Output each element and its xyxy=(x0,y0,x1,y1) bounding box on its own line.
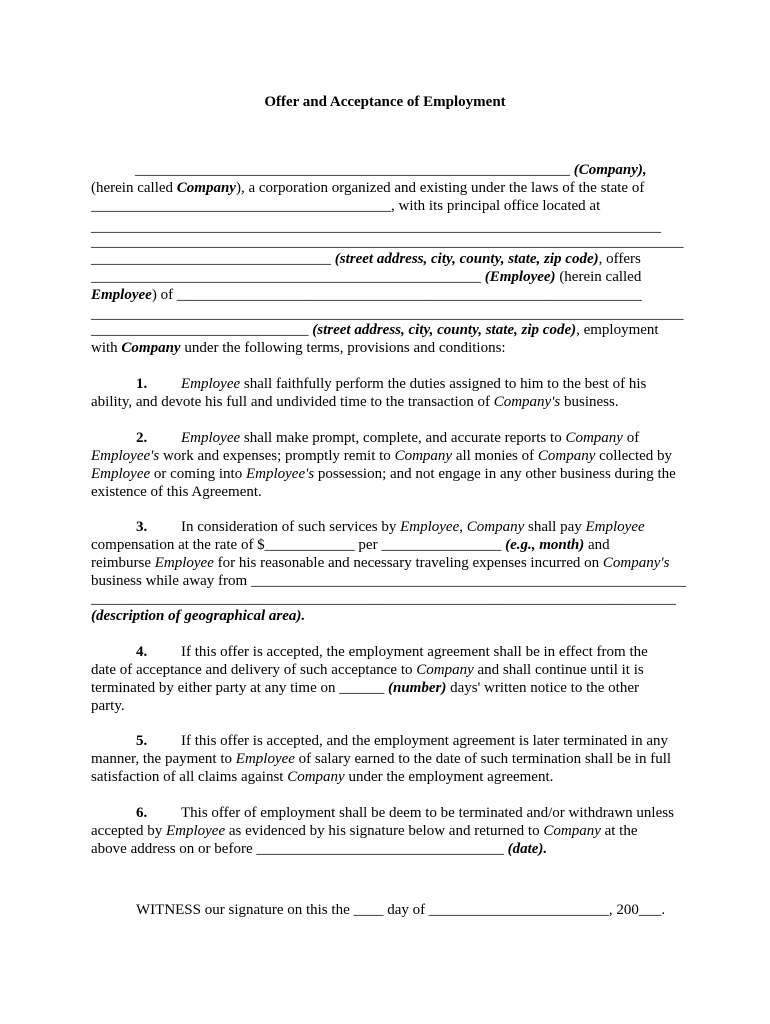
text: ) of ______________________________________________________________ xyxy=(151,287,642,303)
employee-term: Employee xyxy=(154,555,214,571)
employee-term: Employee xyxy=(585,519,645,535)
paragraph-2-number: 2. xyxy=(136,430,148,446)
employee-address-blank: _____________________________ xyxy=(91,322,309,338)
paragraph-2-line-1 xyxy=(181,429,639,447)
intro-line-1 xyxy=(135,161,735,179)
company-term: Company xyxy=(543,823,601,839)
intro-line-3: ________________________________________, with its principal office located at xyxy=(91,198,601,214)
paragraph-1-line-1 xyxy=(181,375,646,393)
intro-line-2 xyxy=(91,179,691,197)
paragraph-6-line-3 xyxy=(91,840,691,858)
company-term: Company xyxy=(416,662,474,678)
number-label: (number) xyxy=(388,680,447,696)
text: , offers xyxy=(598,251,641,267)
employee-term: Employee xyxy=(400,519,460,535)
paragraph-4-line-4: party. xyxy=(91,698,125,714)
text: as evidenced by his signature below and returned to xyxy=(225,823,544,839)
address-label: (street address, city, county, state, zip code) xyxy=(334,251,599,267)
text: possession; and not engage in any other business during the xyxy=(314,466,676,482)
date-label: (date). xyxy=(507,841,548,857)
text: (herein called xyxy=(91,180,177,196)
company-term: Company xyxy=(176,180,236,196)
paragraph-3-line-1 xyxy=(181,518,645,536)
text: ), a corporation organized and existing under the laws of the state of xyxy=(235,180,645,196)
paragraph-4-line-3 xyxy=(91,679,691,697)
text: at the xyxy=(600,823,638,839)
company-name-blank: __________________________________________________________ xyxy=(135,162,570,178)
employee-term: Employee's xyxy=(91,448,160,464)
company-term: Company's xyxy=(602,555,670,571)
employee-term: Employee xyxy=(91,466,151,482)
text: above address on or before _________________________________ xyxy=(91,841,508,857)
paragraph-2-line-3 xyxy=(91,465,691,483)
text: reimburse xyxy=(91,555,155,571)
text: of xyxy=(622,430,640,446)
paragraph-3-line-2 xyxy=(91,536,691,554)
company-label: (Company), xyxy=(573,162,647,178)
address-label: (street address, city, county, state, zip code) xyxy=(312,322,577,338)
intro-line-6 xyxy=(91,250,691,268)
text: terminated by either party at any time on ______ xyxy=(91,680,388,696)
text: satisfaction of all claims against xyxy=(91,769,288,785)
company-term: Company's xyxy=(493,394,561,410)
company-term: Company xyxy=(466,519,525,535)
text: In consideration of such services by xyxy=(181,519,401,535)
employee-name-blank: ____________________________________________________ xyxy=(91,269,481,285)
intro-line-9: _______________________________________________________________________________ xyxy=(91,306,684,322)
paragraph-3-line-5: ______________________________________________________________________________ xyxy=(91,591,676,607)
intro-line-8 xyxy=(91,286,691,304)
paragraph-4-number: 4. xyxy=(136,644,148,660)
text: (herein called xyxy=(555,269,642,285)
paragraph-5-number: 5. xyxy=(136,733,148,749)
text: under the following terms, provisions and conditions: xyxy=(180,340,506,356)
paragraph-6-number: 6. xyxy=(136,805,148,821)
paragraph-5-line-3 xyxy=(91,768,691,786)
text: compensation at the rate of $____________ per ________________ xyxy=(91,537,506,553)
paragraph-5-line-2 xyxy=(91,750,691,768)
text: date of acceptance and delivery of such acceptance to xyxy=(91,662,417,678)
text: shall faithfully perform the duties assigned to him to the best of his xyxy=(240,376,647,392)
text: , xyxy=(459,519,467,535)
paragraph-3-line-3 xyxy=(91,554,691,572)
employee-term: Employee xyxy=(91,287,152,303)
text: of salary earned to the date of such termination shall be in full xyxy=(294,751,672,767)
employee-term: Employee xyxy=(235,751,295,767)
intro-line-4: ____________________________________________________________________________ xyxy=(91,219,661,235)
text: with xyxy=(91,340,122,356)
text: all monies of xyxy=(452,448,538,464)
text: accepted by xyxy=(91,823,166,839)
text: for his reasonable and necessary traveling expenses incurred on xyxy=(213,555,603,571)
page-title: Offer and Acceptance of Employment xyxy=(264,94,506,110)
employee-term: Employee xyxy=(181,430,241,446)
paragraph-3-line-6: (description of geographical area). xyxy=(91,608,306,624)
text: and xyxy=(584,537,610,553)
intro-line-11 xyxy=(91,339,691,357)
text: manner, the payment to xyxy=(91,751,236,767)
company-term: Company xyxy=(287,769,345,785)
paragraph-6-line-1: This offer of employment shall be deem to be terminated and/or withdrawn unless xyxy=(181,805,674,821)
paragraph-4-line-2 xyxy=(91,661,691,679)
intro-line-7 xyxy=(91,268,691,286)
employee-term: Employee's xyxy=(245,466,315,482)
text: work and expenses; promptly remit to xyxy=(159,448,395,464)
employee-label: (Employee) xyxy=(484,269,556,285)
text: or coming into xyxy=(150,466,246,482)
text: days' written notice to the other xyxy=(446,680,639,696)
paragraph-3-line-4: business while away from __________________________________________________________ xyxy=(91,573,686,589)
intro-line-5: _______________________________________________________________________________ xyxy=(91,234,684,250)
paragraph-1-line-2 xyxy=(91,393,691,411)
paragraph-3-number: 3. xyxy=(136,519,148,535)
company-term: Company xyxy=(565,430,623,446)
employee-term: Employee xyxy=(165,823,226,839)
employee-term: Employee xyxy=(181,376,241,392)
text: collected by xyxy=(595,448,673,464)
intro-line-10 xyxy=(91,321,691,339)
company-term: Company xyxy=(394,448,453,464)
company-term: Company xyxy=(121,340,181,356)
company-term: Company xyxy=(537,448,596,464)
text: under the employment agreement. xyxy=(344,769,554,785)
text: and shall continue until it is xyxy=(473,662,644,678)
text: , employment xyxy=(576,322,659,338)
witness-line: WITNESS our signature on this the ____ day of ________________________, 200___. xyxy=(136,902,666,918)
address-blank: ________________________________ xyxy=(91,251,331,267)
paragraph-4-line-1: If this offer is accepted, the employment agreement shall be in effect from the xyxy=(181,644,648,660)
paragraph-5-line-1: If this offer is accepted, and the employment agreement is later terminated in any xyxy=(181,733,669,749)
example-label: (e.g., month) xyxy=(505,537,585,553)
text: shall pay xyxy=(524,519,586,535)
text: shall make prompt, complete, and accurate reports to xyxy=(240,430,566,446)
text: ability, and devote his full and undivided time to the transaction of xyxy=(91,394,494,410)
paragraph-6-line-2 xyxy=(91,822,691,840)
paragraph-2-line-4: existence of this Agreement. xyxy=(91,484,262,500)
paragraph-1-number: 1. xyxy=(136,376,148,392)
paragraph-2-line-2 xyxy=(91,447,691,465)
text: business. xyxy=(560,394,619,410)
